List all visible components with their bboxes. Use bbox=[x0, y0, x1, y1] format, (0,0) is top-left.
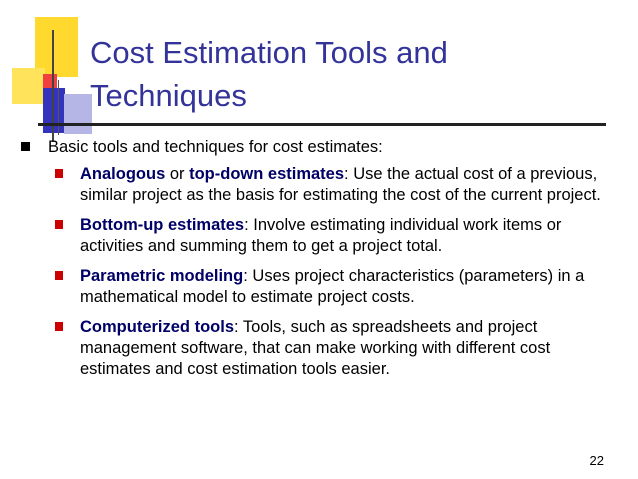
decorative-vertical-line-thin bbox=[58, 80, 59, 135]
sub-bullet-item-bottom-up bbox=[0, 215, 638, 257]
term-analogous: Analogous bbox=[80, 165, 166, 183]
red-square-bullet-icon bbox=[55, 220, 63, 229]
red-square-bullet-icon bbox=[55, 322, 63, 331]
term-separator: : bbox=[344, 165, 354, 183]
decorative-red-square bbox=[43, 74, 57, 88]
red-square-bullet-icon bbox=[55, 169, 63, 178]
intro-text: Basic tools and techniques for cost estimates: bbox=[48, 138, 383, 156]
page-number: 22 bbox=[589, 453, 604, 468]
slide-title bbox=[90, 31, 610, 117]
bullet-list bbox=[0, 137, 638, 389]
sub-bullet-item-parametric bbox=[0, 266, 638, 308]
red-square-bullet-icon bbox=[55, 271, 63, 280]
term-separator: : bbox=[244, 216, 254, 234]
square-bullet-icon bbox=[21, 142, 30, 151]
description-analogous: Use the actual cost of a previous, similar project as the basis for estimating the cost of the current project. bbox=[80, 165, 601, 204]
description-bottom-up: Involve estimating individual work items or activities and summing them to get a project total. bbox=[80, 216, 562, 255]
sub-bullet-item-computerized bbox=[0, 317, 638, 380]
slide-title-line1: Cost Estimation Tools and bbox=[90, 35, 448, 70]
bullet-item-intro bbox=[0, 137, 638, 380]
term-parametric: Parametric modeling bbox=[80, 267, 244, 285]
term-separator: : bbox=[243, 267, 253, 285]
title-underline-rule bbox=[38, 123, 606, 126]
slide-title-line2: Techniques bbox=[90, 78, 247, 113]
term-connector: or bbox=[165, 165, 190, 183]
sub-bullet-list bbox=[0, 164, 638, 380]
term-bottom-up: Bottom-up estimates bbox=[80, 216, 245, 234]
term-top-down: top-down estimates bbox=[189, 165, 345, 183]
term-separator: : bbox=[234, 318, 243, 336]
sub-bullet-item-analogous bbox=[0, 164, 638, 206]
description-computerized: Tools, such as spreadsheets and project management software, that can make working with different cost estimates and cost estimation tools easier. bbox=[80, 318, 551, 378]
description-parametric: Uses project characteristics (parameters) in a mathematical model to estimate project costs. bbox=[80, 267, 585, 306]
term-computerized: Computerized tools bbox=[80, 318, 235, 336]
decorative-yellow-block-small bbox=[12, 68, 45, 104]
decorative-lavender-block bbox=[64, 94, 92, 134]
decorative-blue-block bbox=[43, 88, 65, 133]
